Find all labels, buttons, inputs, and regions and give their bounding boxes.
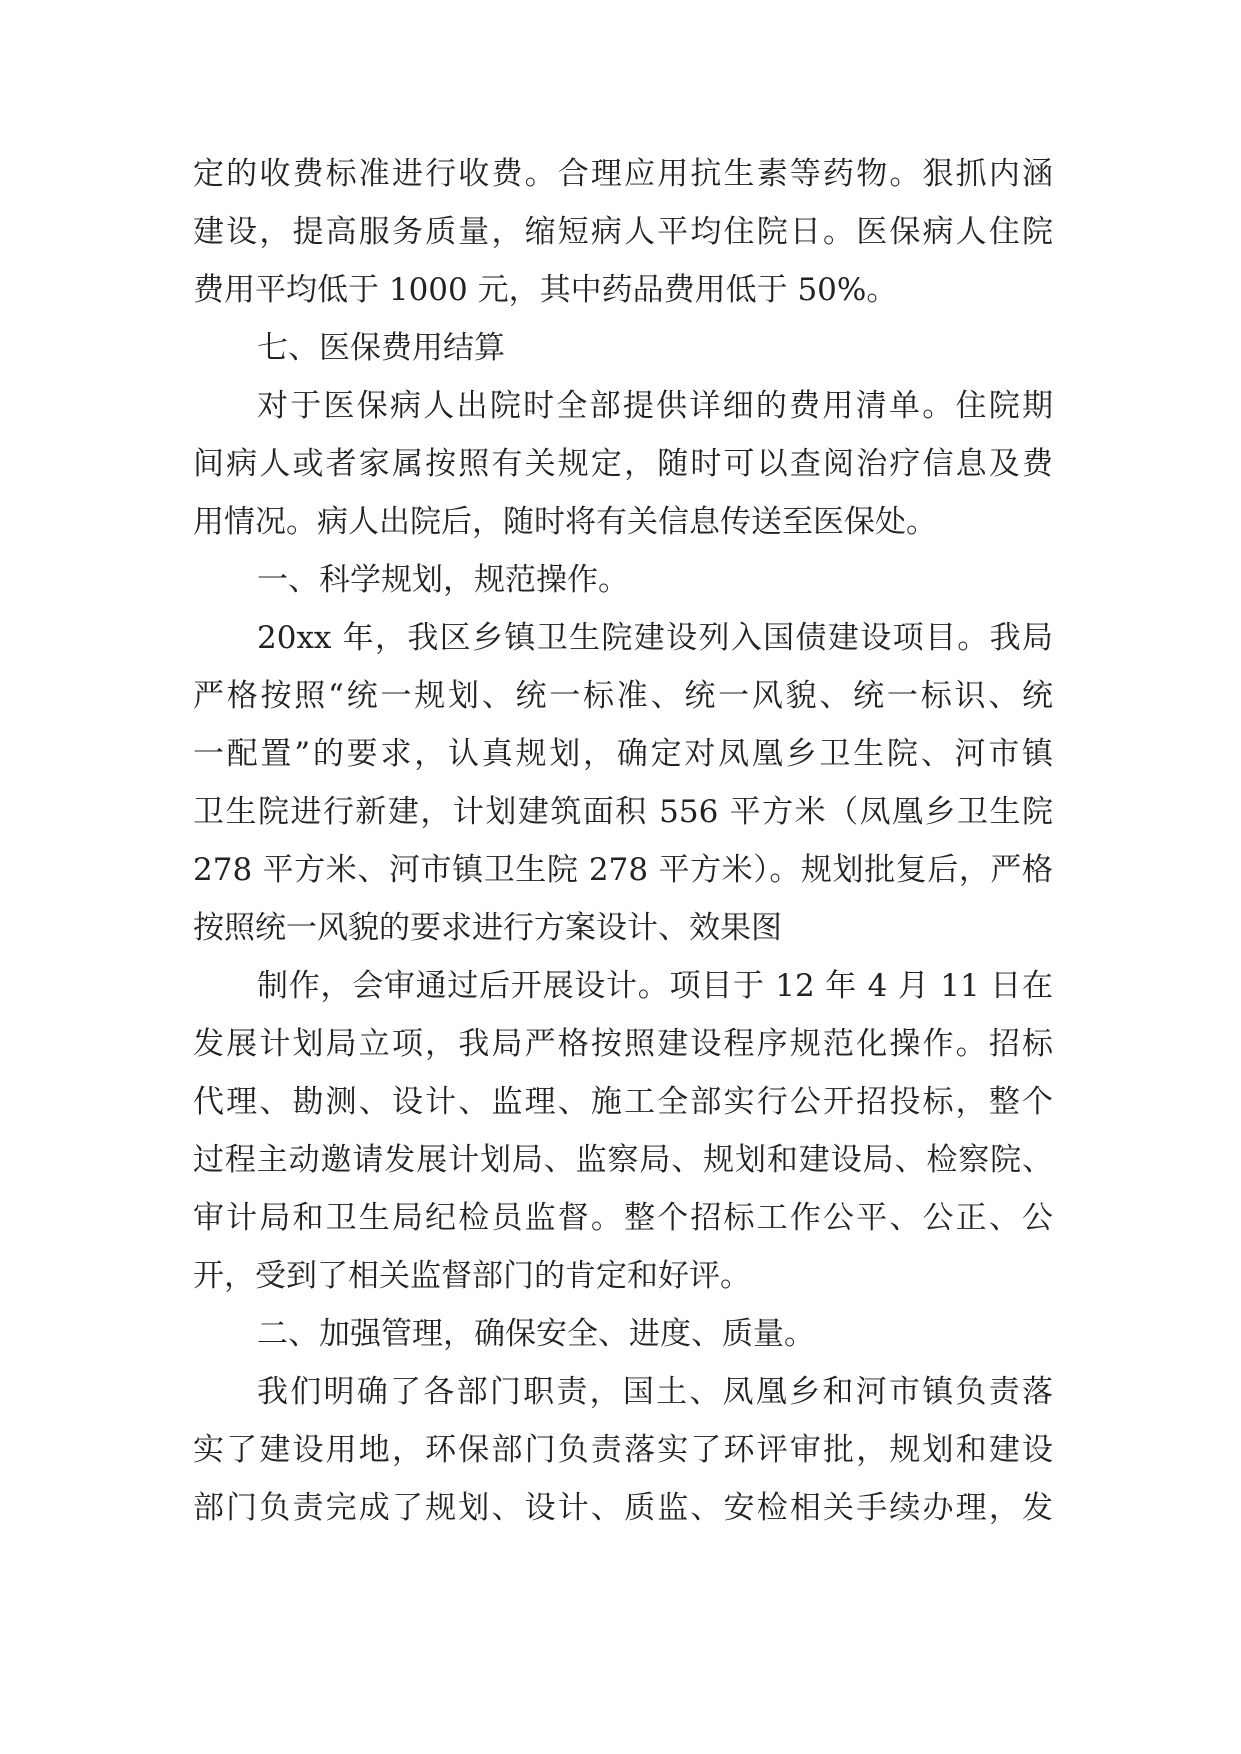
- text-line: 制作，会审通过后开展设计。项目于 12 年 4 月 11 日在: [257, 968, 1053, 1004]
- text-line: 七、医保费用结算: [257, 330, 505, 366]
- text-line: 实了建设用地，环保部门负责落实了环评审批，规划和建设: [193, 1432, 1053, 1468]
- text-line: 间病人或者家属按照有关规定，随时可以查阅治疗信息及费: [193, 446, 1053, 482]
- text-line: 一、科学规划，规范操作。: [257, 562, 629, 598]
- text-line: 审计局和卫生局纪检员监督。整个招标工作公平、公正、公: [193, 1200, 1053, 1236]
- text-line: 严格按照“统一规划、统一标准、统一风貌、统一标识、统: [193, 678, 1053, 714]
- text-line: 部门负责完成了规划、设计、质监、安检相关手续办理，发: [193, 1490, 1053, 1526]
- text-line: 发展计划局立项，我局严格按照建设程序规范化操作。招标: [193, 1026, 1053, 1062]
- text-line: 按照统一风貌的要求进行方案设计、效果图: [193, 910, 782, 946]
- text-line: 用情况。病人出院后，随时将有关信息传送至医保处。: [193, 504, 937, 540]
- text-line: 对于医保病人出院时全部提供详细的费用清单。住院期: [257, 388, 1053, 424]
- text-line: 二、加强管理，确保安全、进度、质量。: [257, 1316, 815, 1352]
- text-line: 278 平方米、河市镇卫生院 278 平方米）。规划批复后，严格: [193, 852, 1053, 888]
- text-line: 我们明确了各部门职责，国土、凤凰乡和河市镇负责落: [257, 1374, 1053, 1410]
- text-line: 代理、勘测、设计、监理、施工全部实行公开招投标，整个: [193, 1084, 1053, 1120]
- text-line: 费用平均低于 1000 元，其中药品费用低于 50%。: [193, 272, 898, 308]
- text-line: 开，受到了相关监督部门的肯定和好评。: [193, 1258, 751, 1294]
- text-line: 卫生院进行新建，计划建筑面积 556 平方米（凤凰乡卫生院: [193, 794, 1053, 830]
- text-line: 20xx 年，我区乡镇卫生院建设列入国债建设项目。我局: [257, 620, 1053, 656]
- text-line: 过程主动邀请发展计划局、监察局、规划和建设局、检察院、: [193, 1142, 1053, 1178]
- text-line: 一配置”的要求，认真规划，确定对凤凰乡卫生院、河市镇: [193, 736, 1053, 772]
- text-line: 定的收费标准进行收费。合理应用抗生素等药物。狠抓内涵: [193, 156, 1053, 192]
- body-text: [193, 145, 1053, 1537]
- text-line: 建设，提高服务质量，缩短病人平均住院日。医保病人住院: [193, 214, 1053, 250]
